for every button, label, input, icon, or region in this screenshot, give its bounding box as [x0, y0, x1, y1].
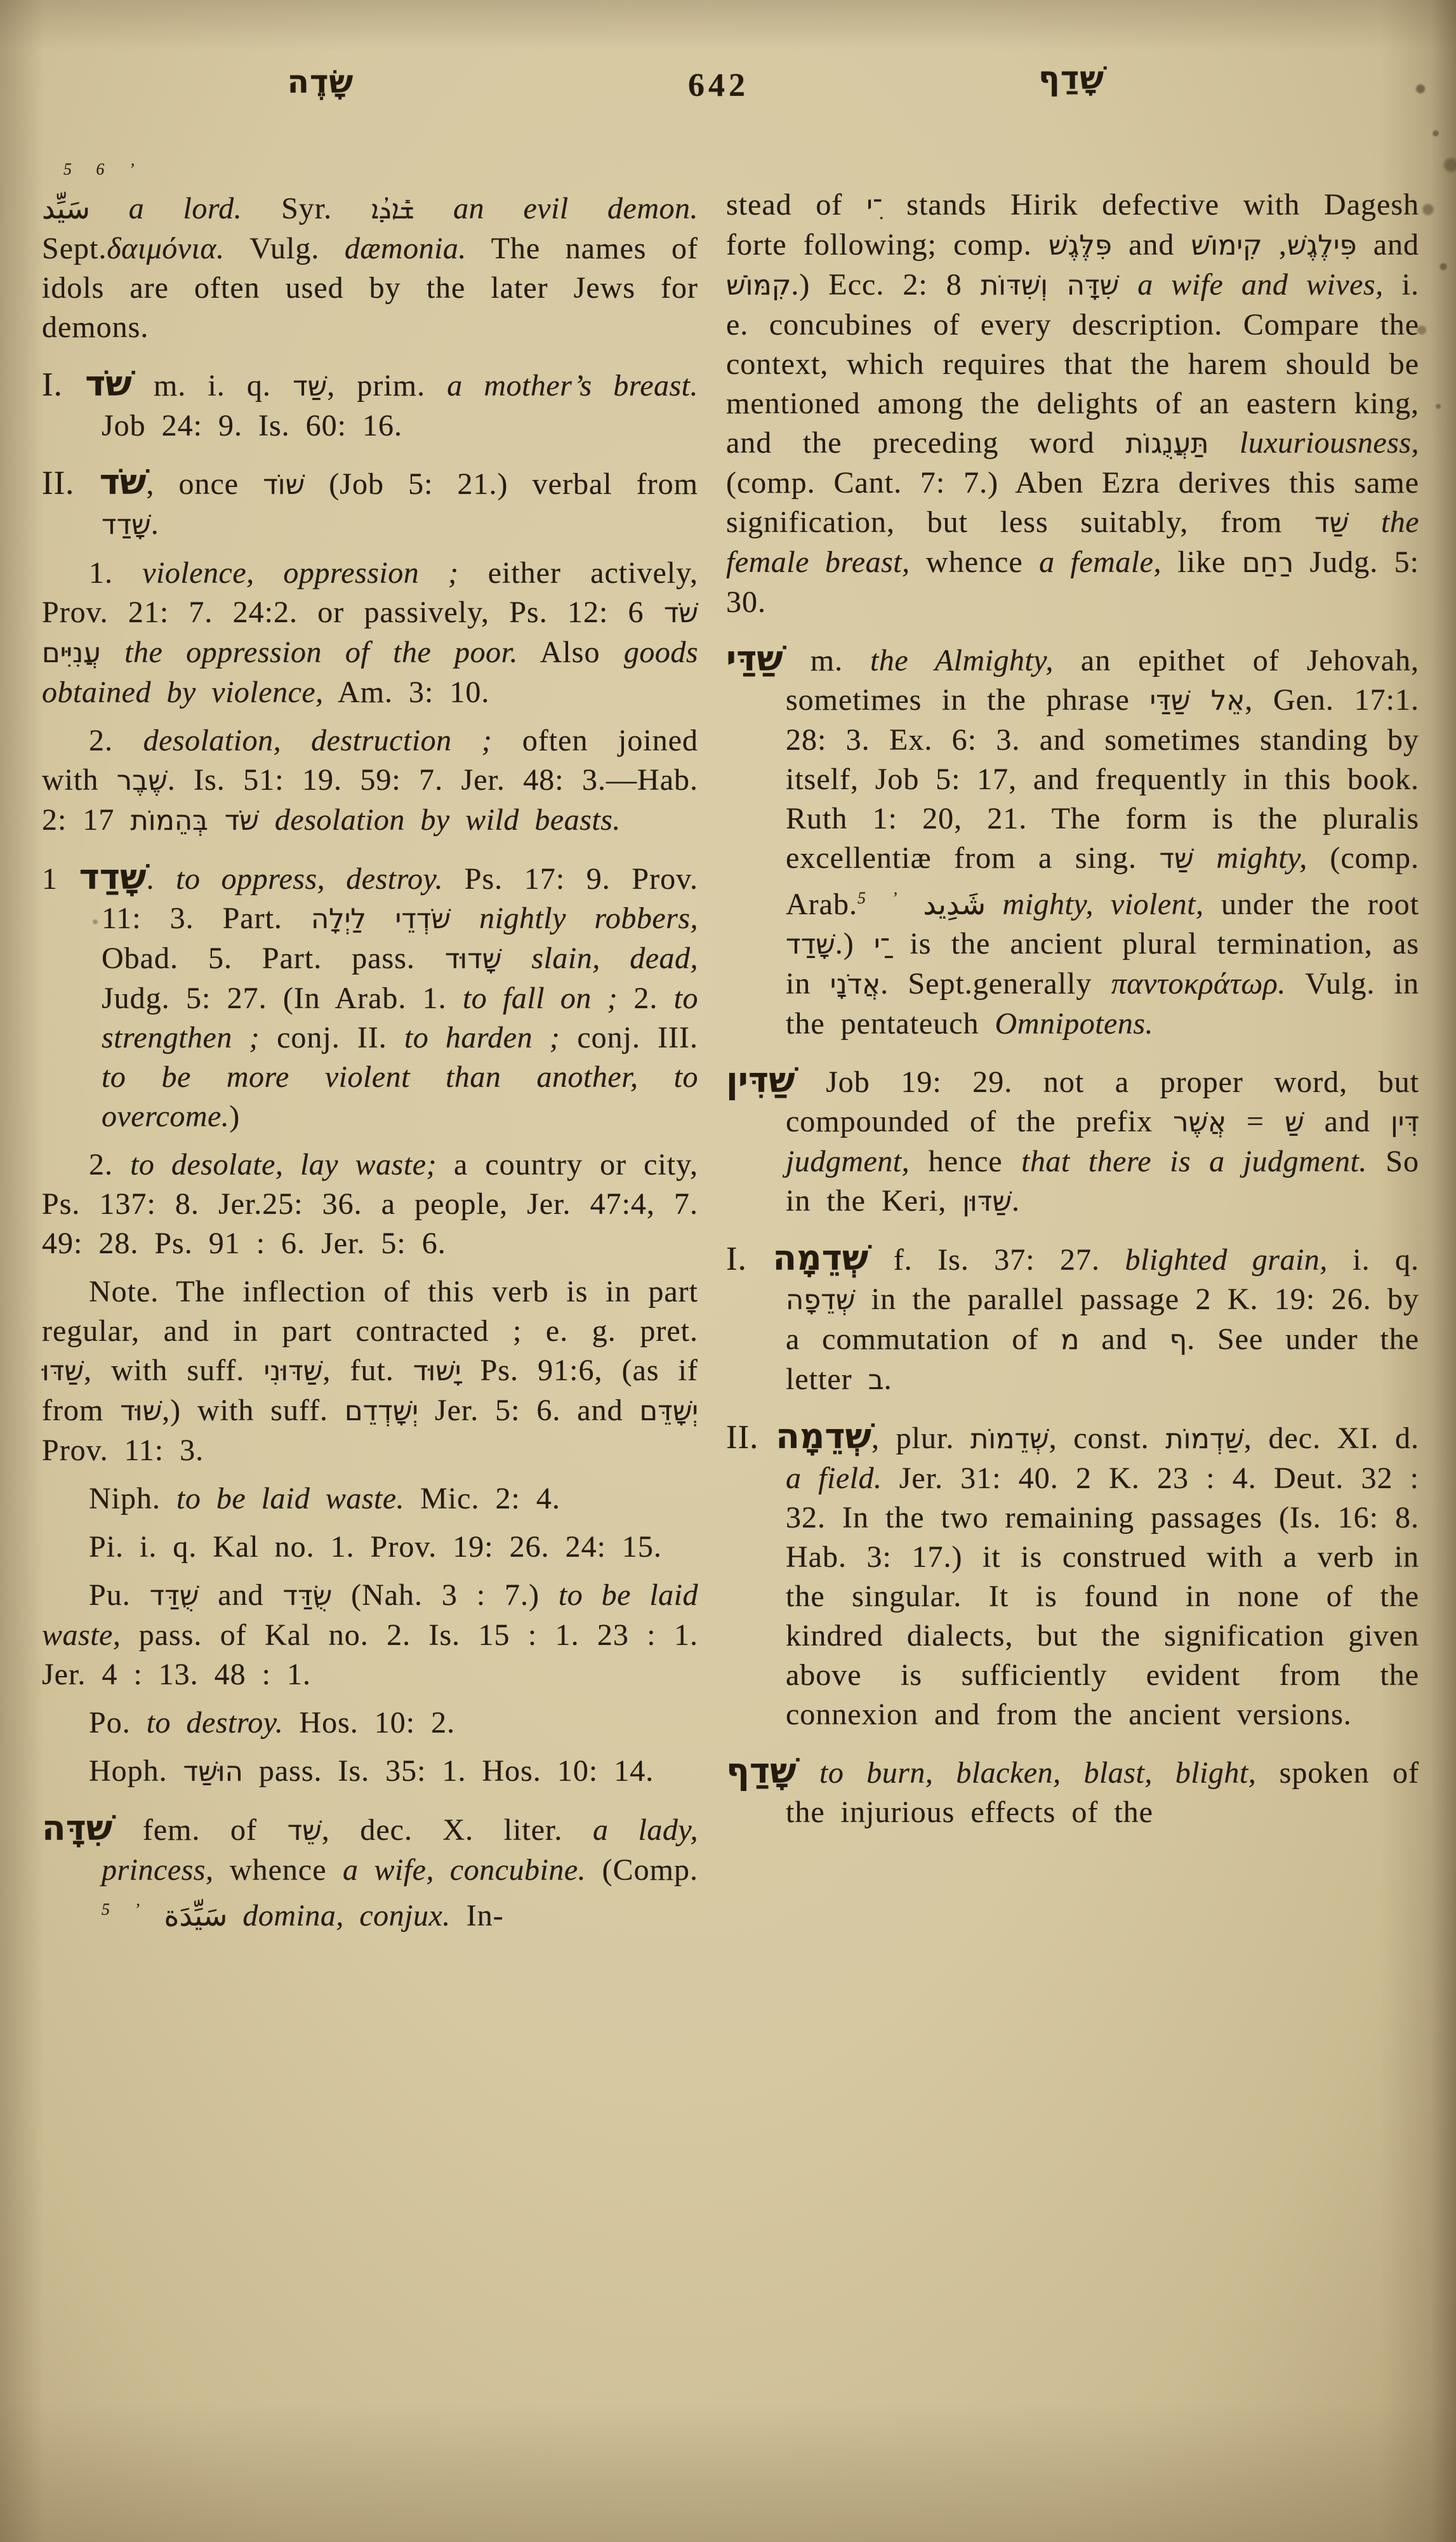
text-run: f. Is. 37: 27.: [868, 1243, 1125, 1277]
italic-text: goods obtained by violence,: [42, 636, 699, 709]
text-run: whence: [213, 1853, 343, 1887]
text-run: 2.: [618, 982, 674, 1015]
shod-sense-1: [42, 554, 698, 712]
arabic-text: شَدِيد: [923, 888, 986, 921]
text-run: i. q.: [1327, 1243, 1420, 1277]
italic-text: to burn, blacken, blast, blight,: [819, 1756, 1257, 1790]
text-run: stead of: [726, 188, 867, 222]
italic-text: a lady, princess,: [102, 1813, 699, 1887]
diacritic-marks: 5 ʼ: [102, 1900, 164, 1919]
hebrew-text: שַׁ: [1285, 1107, 1304, 1138]
text-run: . Sept.generally: [880, 967, 1111, 1001]
hebrew-text: רַחַם: [1241, 547, 1294, 579]
text-run: [797, 1756, 819, 1790]
italic-text: to fall on ;: [462, 982, 618, 1015]
arabic-text: سَيِّدَة: [164, 1899, 228, 1933]
text-run: hence: [910, 1145, 1022, 1178]
italic-text: slain, dead,: [531, 942, 699, 975]
left-column: [42, 160, 698, 1945]
italic-text: to be laid waste,: [42, 1578, 698, 1652]
entry-II-shedemah: [726, 1416, 1419, 1734]
text-run: Prov. 11: 3.: [42, 1434, 204, 1467]
text-run: .: [884, 1362, 892, 1396]
text-run: conj. III.: [560, 1021, 699, 1055]
text-run: .: [150, 507, 159, 541]
italic-text: to harden ;: [404, 1021, 560, 1055]
text-run: , Gen. 17:1. 28: 3. Ex. 6: 3. and sometimes standing by itself, Job 5: 17, and frequently in this book. Ruth 1: 20, 21. The form is the pluralis excellentiæ from a sing.: [786, 683, 1419, 875]
text-run: Sept.: [42, 232, 107, 265]
syriac-text: ܫܺܐܕܳܐ: [371, 194, 415, 225]
hebrew-text: אֲשֶׁר: [1173, 1107, 1227, 1138]
arabic-text: سَيِّد: [42, 192, 90, 225]
text-run: Am. 3: 10.: [323, 675, 490, 709]
hebrew-text: פִּלֶּגֶשׁ: [1048, 230, 1112, 262]
entry-shadaph: [726, 1751, 1419, 1832]
diacritic-marks: 5 ʼ: [857, 889, 923, 907]
text-run: [1349, 505, 1381, 539]
italic-text: Omnipotens.: [995, 1007, 1154, 1041]
hebrew-text: מ: [1061, 1324, 1080, 1356]
hebrew-headword: שְׁדֵמָה: [776, 1416, 872, 1456]
text-run: So in the Keri,: [786, 1145, 1420, 1218]
text-run: Judg. 5: 27. (In Arab. 1.: [102, 982, 463, 1015]
text-run: and: [1356, 228, 1420, 262]
entry-numeral: II.: [726, 1419, 776, 1456]
hebrew-text: שַׁד: [1159, 843, 1194, 875]
hebrew-text: שַׁדּוּנִי: [263, 1355, 323, 1387]
text-run: m.: [783, 644, 871, 677]
italic-text: judgment,: [786, 1145, 910, 1178]
text-run: [451, 902, 479, 935]
hebrew-text: שׁוֹד: [263, 469, 305, 501]
text-run: an epithet of Jehovah, sometimes in the phrase: [786, 644, 1419, 717]
hebrew-text: שָׁדוּד: [444, 943, 502, 975]
hebrew-text: שַׁדּוּ: [42, 1355, 84, 1387]
shadad-note: [42, 1272, 698, 1470]
shod-sense-2: [42, 721, 698, 841]
hebrew-headword: שְׁדֵמָה: [772, 1237, 869, 1278]
hebrew-text: שֹׁד עֲנִיִּים: [42, 597, 698, 669]
text-run: Syr.: [242, 192, 371, 225]
italic-text: an evil demon.: [453, 192, 699, 225]
hebrew-text: דִּין: [1390, 1107, 1419, 1138]
text-run: is the ancient plural termination, as in: [786, 927, 1419, 1001]
italic-text: to destroy.: [146, 1706, 284, 1740]
italic-text: domina, conjux.: [242, 1899, 451, 1933]
italic-text: the female breast,: [726, 505, 1420, 579]
hebrew-text: שֵׁד: [287, 1815, 322, 1847]
text-run: Mic. 2: 4.: [404, 1482, 560, 1515]
text-run: often joined with: [42, 724, 699, 797]
hebrew-text: שֹׁדְדֵי לַיְלָה: [310, 903, 451, 935]
text-run: [259, 803, 275, 837]
text-run: fem. of: [112, 1813, 288, 1847]
text-run: and: [199, 1578, 283, 1612]
hebrew-text: קִמּוֹשׁ: [726, 270, 791, 302]
text-run: in the parallel passage 2 K. 19: 26. by a commutation of: [786, 1282, 1419, 1356]
text-run: i. e. concubines of every description. Compare the context, which requires that the harem should be mentioned among the delights of an eastern king, and the preceding word: [726, 268, 1419, 460]
text-run: Hos. 10: 2.: [283, 1706, 456, 1740]
right-column: [726, 185, 1419, 1841]
running-head-left-word: שָׂדֶה: [287, 63, 354, 100]
hebrew-text: שָׁדַד: [102, 509, 151, 541]
text-run: 2.: [89, 1148, 131, 1181]
text-run: like: [1161, 545, 1242, 579]
text-run: In-: [450, 1899, 504, 1933]
arabic-diacritic-marks: [63, 160, 698, 185]
text-run: a country or city, Ps. 137: 8. Jer.25: 36. a people, Jer. 47:4, 7. 49: 28. Ps. 91 : 6. Jer. 5: 6.: [42, 1148, 698, 1260]
text-run: Also: [518, 636, 624, 669]
shadad-pual: [42, 1576, 698, 1694]
italic-text: the Almighty,: [870, 644, 1054, 677]
hebrew-text: ף: [1169, 1324, 1188, 1356]
italic-text: violence, oppression ;: [142, 556, 459, 590]
text-run: . Is. 51: 19. 59: 7. Jer. 48: 3.—Hab. 2: 17: [42, 763, 698, 837]
hebrew-text: שִׁדָּה וְשִׁדּוֹת: [980, 270, 1120, 302]
text-run: pass. of Kal no. 2. Is. 15 : 1. 23 : 1. Jer. 4 : 13. 48 : 1.: [42, 1618, 698, 1691]
hebrew-text: יְשָׁדֵּם: [639, 1395, 698, 1427]
italic-text: a wife and wives,: [1137, 268, 1384, 302]
italic-text: nightly robbers,: [479, 902, 699, 935]
shiddah-continuation: [726, 185, 1419, 622]
text-run: either actively, Prov. 21: 7. 24:2. or passively, Ps. 12: 6: [42, 556, 698, 629]
text-run: [414, 192, 453, 225]
text-run: Vulg.: [224, 232, 345, 265]
text-run: [1119, 268, 1137, 302]
text-run: Niph.: [89, 1482, 176, 1515]
text-run: and: [1304, 1105, 1391, 1138]
text-run: stands Hirik defective with Dagesh forte following; comp.: [726, 188, 1420, 262]
diacritic-marks: 5 6 ʼ: [63, 160, 141, 178]
hebrew-text: שְׁדֵפָה: [786, 1284, 856, 1316]
hebrew-text: שָׁדַד: [786, 929, 835, 961]
text-run: Vulg. in the pentateuch: [786, 967, 1420, 1041]
hebrew-headword: שֹׁד: [99, 462, 147, 502]
text-run: Po.: [89, 1706, 147, 1740]
hebrew-text: שׁוּד: [120, 1395, 162, 1427]
entry-numeral: I.: [726, 1241, 773, 1277]
italic-text: mighty,: [1216, 841, 1307, 875]
text-run: , prim.: [327, 369, 447, 403]
italic-text: that there is a judgment.: [1021, 1145, 1367, 1178]
hebrew-headword: שַׁדַּי: [726, 638, 783, 679]
text-run: , const.: [1049, 1421, 1166, 1455]
text-run: Jer. 5: 6. and: [418, 1394, 640, 1427]
text-run: under the root: [1203, 888, 1420, 921]
italic-text: mighty, violent,: [1002, 888, 1204, 921]
text-run: , plur.: [871, 1421, 970, 1455]
text-run: 2.: [89, 724, 143, 757]
shadad-poel: [42, 1703, 698, 1743]
page-number: 642: [688, 67, 749, 103]
text-run: and: [1111, 228, 1191, 262]
text-run: conj. II.: [259, 1021, 404, 1055]
text-run: , dec. XI. d.: [1243, 1421, 1419, 1455]
italic-text: a lord.: [128, 192, 242, 225]
text-run: [227, 1899, 242, 1933]
entry-shaddai: [726, 639, 1419, 1044]
text-run: .) Ecc. 2: 8: [791, 268, 981, 302]
text-run: 1.: [42, 862, 176, 896]
italic-text: a mother’s breast.: [447, 369, 699, 403]
italic-text: blighted grain,: [1125, 1243, 1328, 1277]
entry-I-shod: [42, 364, 698, 446]
text-run: Ps. 91:6, (as if from: [42, 1354, 698, 1427]
hebrew-text: שֻׁדַּד: [149, 1580, 199, 1612]
hebrew-text: ־ַי: [873, 929, 890, 961]
text-run: ,: [1262, 228, 1287, 262]
text-run: Pi. i. q. Kal no. 1. Prov. 19: 26. 24: 15.: [89, 1530, 662, 1564]
entry-shaddin: [726, 1060, 1419, 1221]
text-run: (Comp.: [586, 1853, 698, 1887]
hebrew-text: אֲדֹנָי: [830, 969, 881, 1001]
hebrew-text: שַׁד: [293, 371, 328, 403]
greek-text: παντοκράτωρ.: [1111, 967, 1286, 1001]
text-run: , fut.: [322, 1354, 413, 1387]
shadad-niphal: [42, 1479, 698, 1519]
hebrew-text: שְׁדֵמוֹת: [970, 1423, 1049, 1455]
shadad-piel: [42, 1527, 698, 1567]
hebrew-text: ־ִי: [866, 190, 883, 222]
text-run: Ps. 17: 9. Prov. 11: 3. Part.: [102, 862, 698, 935]
hebrew-headword: שָׁדַד: [79, 856, 147, 897]
text-run: [986, 888, 1002, 921]
text-run: .): [835, 927, 874, 961]
text-run: Pu.: [89, 1578, 150, 1612]
text-run: , with suff.: [83, 1354, 264, 1387]
text-run: [90, 192, 129, 225]
hebrew-text: פִּילֶגֶשׁ: [1287, 230, 1357, 262]
hebrew-text: ב: [868, 1364, 884, 1396]
italic-text: a field.: [786, 1461, 882, 1495]
hebrew-text: קִימוֹשׁ: [1191, 230, 1262, 262]
text-run: (Job 5: 21.) verbal from: [305, 467, 699, 501]
hebrew-headword: שִׁדָּה: [42, 1807, 113, 1848]
text-run: 1.: [89, 556, 143, 590]
text-run: m. i. q.: [131, 369, 293, 403]
entry-shadad: [42, 857, 698, 1136]
text-run: .: [1011, 1184, 1020, 1218]
entry-II-shod: [42, 462, 698, 545]
text-run: spoken of the injurious effects of the: [786, 1756, 1420, 1829]
hebrew-headword: שָׁדַף: [726, 1750, 797, 1791]
italic-text: to desolate, lay waste;: [130, 1148, 437, 1181]
italic-text: to strengthen ;: [102, 982, 699, 1055]
text-run: , dec. X. liter.: [321, 1813, 593, 1847]
text-run: [101, 636, 124, 669]
italic-text: luxuriousness,: [1240, 426, 1420, 460]
text-run: (Nah. 3 : 7.): [332, 1578, 559, 1612]
hebrew-headword: שַׁדִּין: [726, 1060, 795, 1100]
text-run: . See under the letter: [786, 1322, 1419, 1396]
text-run: [1194, 841, 1217, 875]
italic-text: desolation, destruction ;: [143, 724, 493, 757]
hebrew-text: שֹׁד בְּהֵמוֹת: [130, 805, 259, 837]
entry-numeral: II.: [42, 465, 100, 502]
text-run: Job 24: 9. Is. 60: 16.: [102, 409, 403, 443]
running-head-right-word: שָׁדַף: [1038, 60, 1105, 96]
text-run: [1208, 426, 1240, 460]
text-run: ): [229, 1100, 241, 1133]
hebrew-text: שֶׁבֶר: [116, 765, 168, 797]
entry-shed-continuation: [42, 189, 698, 347]
italic-text: a female,: [1039, 545, 1161, 579]
shadad-hophal: [42, 1752, 698, 1792]
text-run: The names of idols are often used by the later Jews for demons.: [42, 232, 698, 344]
hebrew-text: שַׁדּוּן: [962, 1186, 1012, 1218]
entry-I-shedemah: [726, 1238, 1419, 1400]
text-run: Note. The inflection of this verb is in part regular, and in part contracted ; e. g. pret.: [42, 1275, 698, 1348]
text-run: Job 19: 29. not a proper word, but compounded of the prefix: [786, 1065, 1419, 1138]
text-run: and: [1079, 1322, 1170, 1356]
italic-text: desolation by wild beasts.: [274, 803, 621, 837]
hebrew-text: תַּעֲנֻגוֹת: [1125, 428, 1209, 460]
text-run: Hoph.: [89, 1754, 183, 1788]
italic-text: the oppression of the poor.: [124, 636, 519, 669]
italic-text: to oppress, destroy.: [176, 862, 444, 896]
hebrew-text: יְשָׁדְדֵם: [344, 1395, 419, 1427]
italic-text: dæmonia.: [344, 232, 467, 265]
text-run: =: [1226, 1105, 1285, 1138]
text-run: pass. Is. 35: 1. Hos. 10: 14.: [242, 1754, 654, 1788]
greek-text: δαιμόνια.: [107, 232, 225, 265]
hebrew-headword: שֹׁד: [85, 363, 132, 404]
text-run: Judg. 5: 30.: [726, 545, 1419, 619]
hebrew-text: יָשׁוּד: [413, 1355, 461, 1387]
text-run: , once: [146, 467, 263, 501]
hebrew-text: הוּשַּׁד: [183, 1756, 243, 1788]
entry-shiddah: [42, 1808, 698, 1936]
hebrew-text: שֻׂדַּד: [282, 1580, 333, 1612]
text-run: [501, 942, 531, 975]
italic-text: to be laid waste.: [176, 1482, 405, 1515]
italic-text: to be more violent than another, to overcome.: [102, 1060, 698, 1133]
text-run: Obad. 5. Part. pass.: [102, 942, 445, 975]
text-run: (comp. Cant. 7: 7.) Aben Ezra derives this same signification, but less suitably, from: [726, 466, 1419, 539]
text-run: Jer. 31: 40. 2 K. 23 : 4. Deut. 32 : 32. In the two remaining passages (Is. 16: 8. Hab. 3: 17.) it is construed with a verb in the singular. It is found in none of the kindred dialects, but the signification given above is sufficiently evident from the connexion and from the ancient versions.: [786, 1461, 1420, 1731]
entry-numeral: I.: [42, 366, 86, 403]
hebrew-text: שַׁדְמוֹת: [1165, 1423, 1244, 1455]
italic-text: a wife, concubine.: [343, 1853, 586, 1887]
text-run: whence: [910, 545, 1040, 579]
text-run: ,) with suff.: [162, 1394, 345, 1427]
hebrew-text: שַׁד: [1314, 507, 1349, 539]
hebrew-text: אֵל שַׁדַּי: [1149, 685, 1245, 717]
text-run: (comp. Arab.: [786, 841, 1420, 921]
shadad-sense-2: [42, 1145, 698, 1263]
